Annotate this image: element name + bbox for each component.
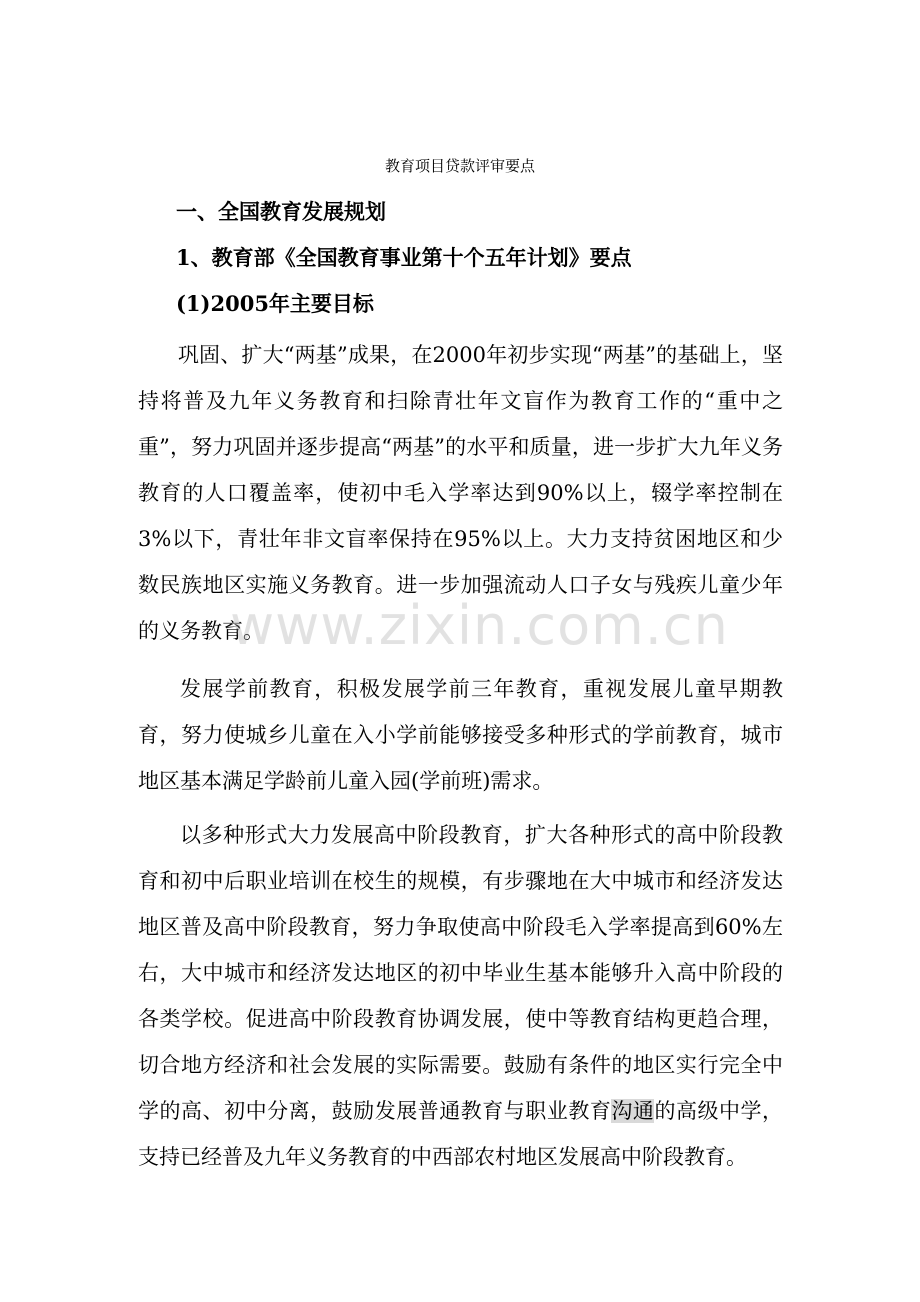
paragraph-preschool-education: 发展学前教育，积极发展学前三年教育，重视发展儿童早期教育，努力使城乡儿童在入小学前能够接受多种形式的学前教育，城市地区基本满足学龄前儿童入园(学前班)需求。: [138, 677, 783, 793]
section-heading-national-plan: 一、全国教育发展规划: [176, 199, 386, 224]
paragraph-high-school-education: [138, 812, 783, 1180]
highlighted-text: 沟通: [611, 1099, 655, 1123]
subsection-heading-tenth-five-year-plan: 1、教育部《全国教育事业第十个五年计划》要点: [176, 245, 632, 270]
subsection-heading-2005-goals: (1)2005年主要目标: [176, 291, 374, 316]
paragraph-text-segment: 以多种形式大力发展高中阶段教育，扩大各种形式的高中阶段教育和初中后职业培训在校生的规模，有步骤地在大中城市和经济发达地区普及高中阶段教育，努力争取使高中阶段毛入学率提高到60%左右，大中城市和经济发达地区的初中毕业生基本能够升入高中阶段的各类学校。促进高中阶段教育协调发展，使中等教育结构更趋合理，切合地方经济和社会发展的实际需要。鼓励有条件的地区实行完全中学的高、初中分离，鼓励发展普通教育与职业教育: [138, 823, 783, 1123]
watermark: www.zixin.com.cn: [230, 594, 729, 657]
document-title: 教育项目贷款评审要点: [384, 157, 535, 175]
paragraph-text-segment: 的高级中学，支持已经普及九年义务教育的中西部农村地区发展高中阶段教育。: [138, 1099, 784, 1169]
paragraph-compulsory-education: 巩固、扩大“两基”成果，在2000年初步实现“两基”的基础上，坚持将普及九年义务教育和扫除青壮年文盲作为教育工作的“重中之重”，努力巩固并逐步提高“两基”的水平和质量，进一步扩大九年义务教育的人口覆盖率，使初中毛入学率达到90%以上，辍学率控制在3%以下，青壮年非文盲率保持在95%以上。大力支持贫困地区和少数民族地区实施义务教育。进一步加强流动人口子女与残疾儿童少年的义务教育。: [138, 343, 783, 643]
